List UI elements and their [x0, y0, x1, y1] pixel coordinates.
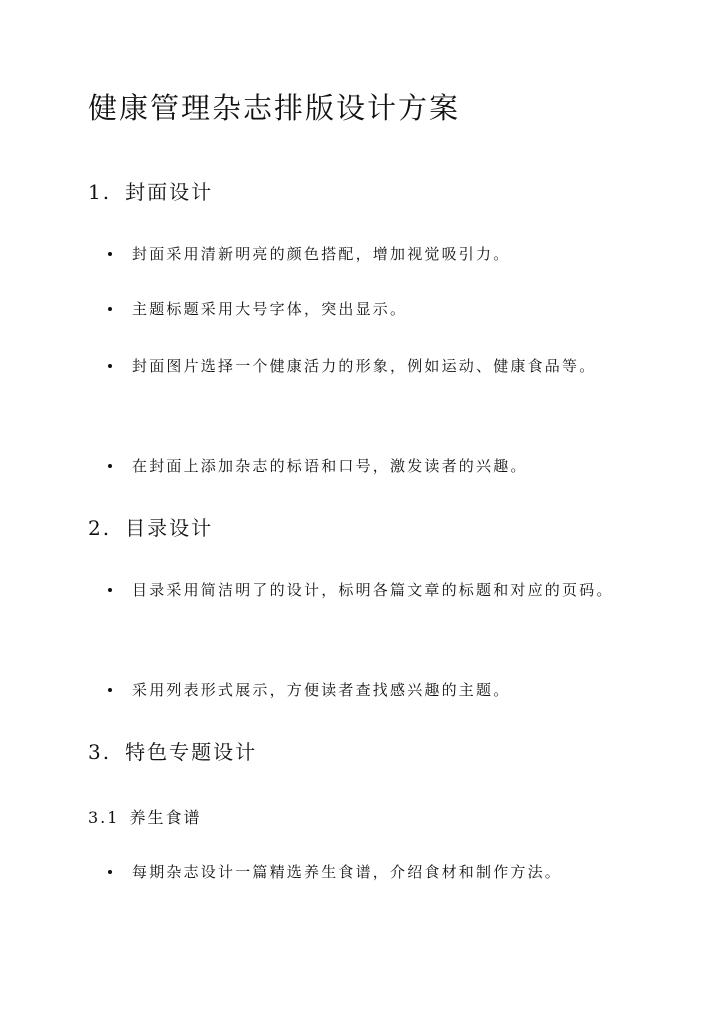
list-item	[132, 444, 632, 488]
section-title: 特色专题设计	[125, 740, 258, 764]
bullet-dot-icon	[108, 307, 112, 311]
bullet-dot-icon	[108, 464, 112, 468]
bullet-dot-icon	[108, 688, 112, 692]
subsection-heading-health-recipes	[88, 805, 201, 828]
list-item	[132, 568, 632, 612]
subsection-title: 养生食谱	[129, 808, 202, 827]
bullet-dot-icon	[108, 252, 112, 256]
list-item	[132, 850, 632, 894]
list-item-text: 封面图片选择一个健康活力的形象，例如运动、健康食品等。	[132, 357, 597, 375]
section-number: 3.	[88, 740, 112, 764]
bullet-dot-icon	[108, 364, 112, 368]
list-item	[132, 344, 632, 388]
subsection-number: 3.1	[88, 808, 120, 827]
list-item-text: 主题标题采用大号字体，突出显示。	[132, 300, 408, 318]
list-item	[132, 232, 632, 276]
bullet-dot-icon	[108, 588, 112, 592]
list-item-text: 在封面上添加杂志的标语和口号，激发读者的兴趣。	[132, 457, 528, 475]
list-item-text: 封面采用清新明亮的颜色搭配，增加视觉吸引力。	[132, 245, 511, 263]
list-item	[132, 287, 632, 331]
page-title: 健康管理杂志排版设计方案	[88, 91, 461, 125]
section-title: 目录设计	[125, 516, 214, 540]
list-item-text: 每期杂志设计一篇精选养生食谱，介绍食材和制作方法。	[132, 863, 563, 881]
list-item-text: 采用列表形式展示，方便读者查找感兴趣的主题。	[132, 681, 511, 699]
section-heading-toc-design	[88, 512, 213, 541]
list-item	[132, 668, 632, 712]
section-heading-feature-topics	[88, 736, 257, 765]
section-heading-cover-design	[88, 176, 213, 205]
section-number: 2.	[88, 516, 112, 540]
bullet-dot-icon	[108, 870, 112, 874]
section-number: 1.	[88, 180, 112, 204]
list-item-text: 目录采用简洁明了的设计，标明各篇文章的标题和对应的页码。	[132, 581, 614, 599]
section-title: 封面设计	[125, 180, 214, 204]
